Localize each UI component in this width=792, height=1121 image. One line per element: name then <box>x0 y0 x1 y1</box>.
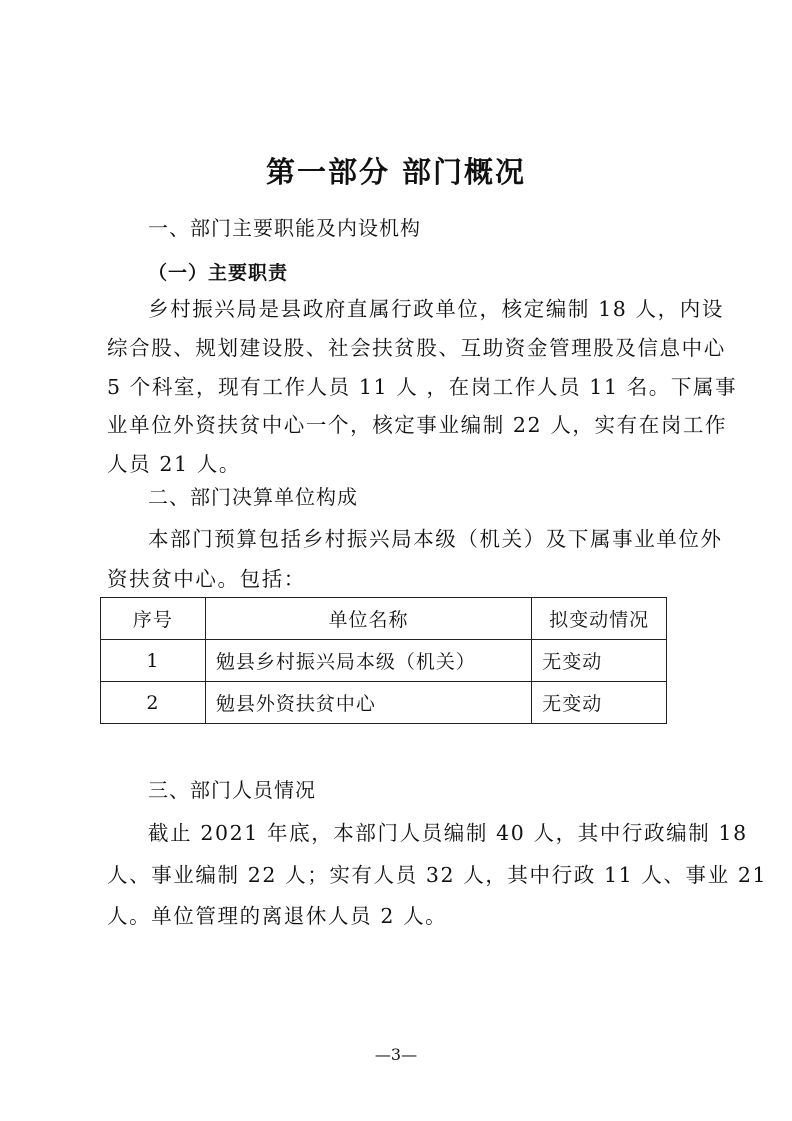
paragraph-line: 乡村振兴局是县政府直属行政单位，核定编制 18 人，内设 <box>148 297 724 321</box>
unit-table <box>100 597 667 724</box>
table-cell: 2 <box>101 682 206 724</box>
table-cell: 无变动 <box>532 682 667 724</box>
table-row <box>101 640 667 682</box>
table-cell: 勉县外资扶贫中心 <box>205 682 531 724</box>
table-cell: 无变动 <box>532 640 667 682</box>
paragraph-line: 截止 2021 年底，本部门人员编制 40 人，其中行政编制 18 <box>148 821 748 845</box>
table-header-cell: 单位名称 <box>205 598 531 640</box>
table-cell: 1 <box>101 640 206 682</box>
paragraph-line: 5 个科室，现有工作人员 11 人 ，在岗工作人员 11 名。下属事 <box>107 375 738 399</box>
section1-subheading: （一）主要职责 <box>148 262 289 284</box>
table-header-cell: 拟变动情况 <box>532 598 667 640</box>
table-cell: 勉县乡村振兴局本级（机关） <box>205 640 531 682</box>
table-header-cell: 序号 <box>101 598 206 640</box>
paragraph-line: 人。单位管理的离退休人员 2 人。 <box>107 904 448 928</box>
paragraph-line: 人员 21 人。 <box>107 452 241 476</box>
section1-heading: 一、部门主要职能及内设机构 <box>148 216 421 240</box>
section3-heading: 三、部门人员情况 <box>148 778 316 802</box>
section2-heading: 二、部门决算单位构成 <box>148 485 358 509</box>
table-row <box>101 682 667 724</box>
paragraph-line: 资扶贫中心。包括： <box>107 567 306 591</box>
paragraph-line: 人、事业编制 22 人；实有人员 32 人，其中行政 11 人、事业 21 <box>107 863 768 887</box>
paragraph-line: 综合股、规划建设股、社会扶贫股、互助资金管理股及信息中心 <box>107 336 726 360</box>
page-number: —3— <box>374 1045 418 1064</box>
page-title: 第一部分 部门概况 <box>265 155 527 189</box>
table-header-row <box>101 598 667 640</box>
paragraph-line: 业单位外资扶贫中心一个，核定事业编制 22 人，实有在岗工作 <box>107 413 728 437</box>
paragraph-line: 本部门预算包括乡村振兴局本级（机关）及下属事业单位外 <box>148 527 723 551</box>
